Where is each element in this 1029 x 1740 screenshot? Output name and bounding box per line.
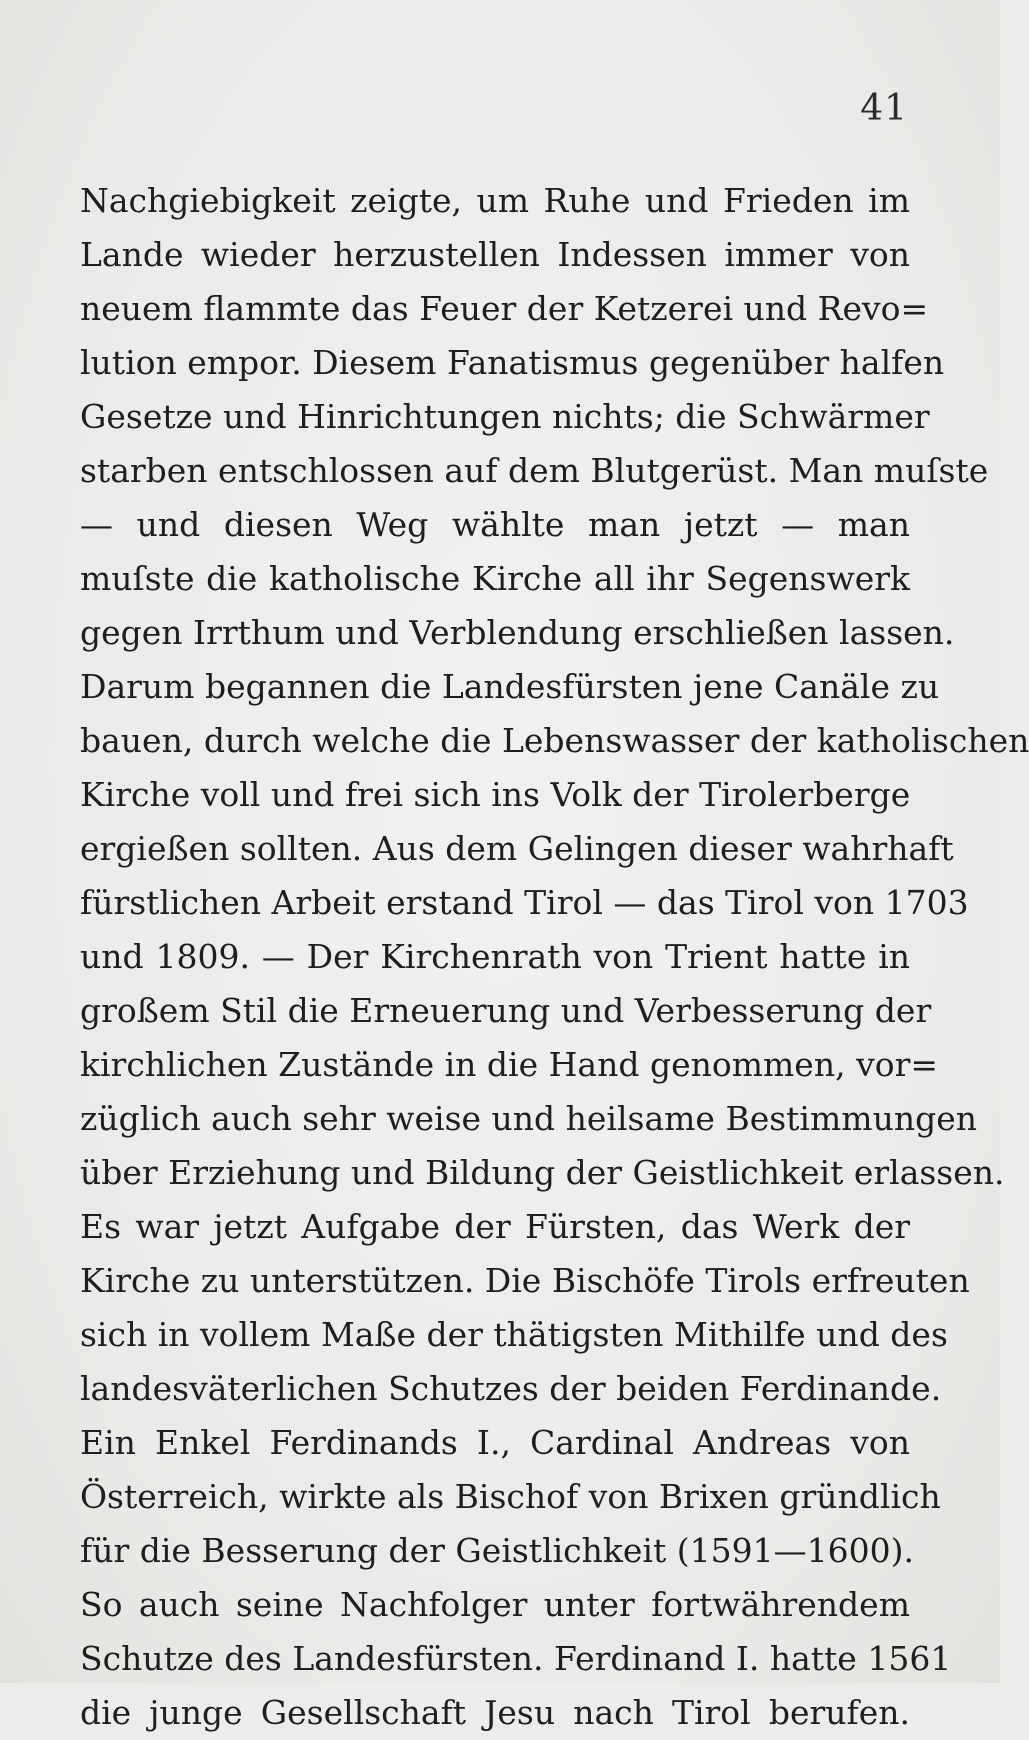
text-line: sich in vollem Maße der thätigsten Mithilfe und des bbox=[80, 1315, 948, 1354]
text-line: über Erziehung und Bildung der Geistlichkeit erlassen. bbox=[80, 1153, 1005, 1192]
text-line: starben entschlossen auf dem Blutgerüst. Man muſste bbox=[80, 451, 989, 490]
text-line: — und diesen Weg wählte man jetzt — man bbox=[80, 505, 910, 544]
text-line: Es war jetzt Aufgabe der Fürsten, das Werk der bbox=[80, 1207, 910, 1246]
text-line: Darum begannen die Landesfürsten jene Canäle zu bbox=[80, 667, 940, 706]
text-line: So auch seine Nachfolger unter fortwährendem bbox=[80, 1585, 910, 1624]
text-line: lution empor. Diesem Fanatismus gegenüber halfen bbox=[80, 343, 945, 382]
text-line: kirchlichen Zustände in die Hand genommen, vor= bbox=[80, 1045, 938, 1084]
text-line: Lande wieder herzustellen Indessen immer von bbox=[80, 235, 910, 274]
text-line: und 1809. — Der Kirchenrath von Trient hatte in bbox=[80, 937, 910, 976]
text-line: Kirche voll und frei sich ins Volk der Tirolerberge bbox=[80, 775, 911, 814]
text-line: züglich auch sehr weise und heilsame Bestimmungen bbox=[80, 1099, 977, 1138]
text-line: Schutze des Landesfürsten. Ferdinand I. hatte 1561 bbox=[80, 1639, 952, 1678]
text-line: Österreich, wirkte als Bischof von Brixen gründlich bbox=[80, 1477, 941, 1516]
text-line: Nachgiebigkeit zeigte, um Ruhe und Frieden im bbox=[80, 181, 910, 220]
text-line: gegen Irrthum und Verblendung erschließen lassen. bbox=[80, 613, 955, 652]
text-line: die junge Gesellschaft Jesu nach Tirol berufen. bbox=[80, 1693, 910, 1732]
text-line: Ein Enkel Ferdinands I., Cardinal Andreas von bbox=[80, 1423, 910, 1462]
text-line: bauen, durch welche die Lebenswasser der katholischen bbox=[80, 721, 1029, 760]
text-line: landesväterlichen Schutzes der beiden Ferdinande. bbox=[80, 1369, 942, 1408]
text-line: neuem flammte das Feuer der Ketzerei und Revo= bbox=[80, 289, 929, 328]
text-line: Gesetze und Hinrichtungen nichts; die Schwärmer bbox=[80, 397, 930, 436]
text-line: fürstlichen Arbeit erstand Tirol — das Tirol von 1703 bbox=[80, 883, 969, 922]
text-line: für die Besserung der Geistlichkeit (1591—1600). bbox=[80, 1531, 914, 1570]
text-line: Kirche zu unterstützen. Die Bischöfe Tirols erfreuten bbox=[80, 1261, 970, 1300]
text-line: ergießen sollten. Aus dem Gelingen dieser wahrhaft bbox=[80, 829, 954, 868]
text-line: großem Stil die Erneuerung und Verbesserung der bbox=[80, 991, 932, 1030]
body-text bbox=[80, 174, 1029, 1740]
text-line: muſste die katholische Kirche all ihr Segenswerk bbox=[80, 559, 910, 598]
page-number: 41 bbox=[860, 88, 908, 129]
